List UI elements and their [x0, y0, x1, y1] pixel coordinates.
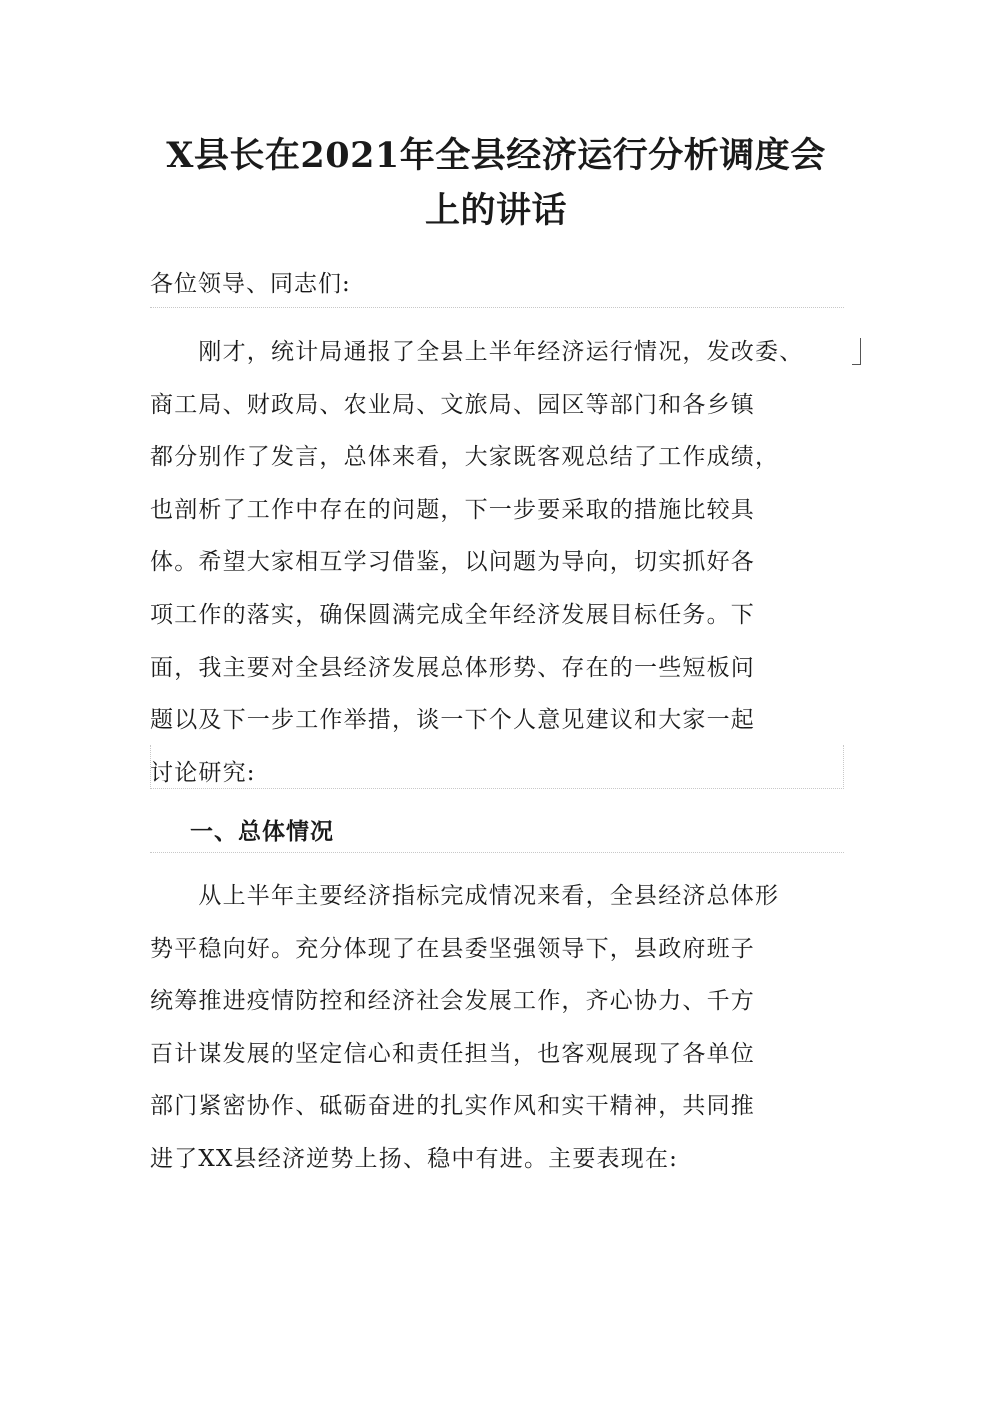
paragraph-line: 体。希望大家相互学习借鉴，以问题为导向，切实抓好各: [150, 549, 755, 576]
paragraph-line: 讨论研究:: [150, 759, 256, 786]
section-heading: 一、总体情况: [190, 819, 334, 845]
paragraph-line: 商工局、财政局、农业局、文旅局、园区等部门和各乡镇: [150, 391, 755, 418]
margin-corner-mark: [852, 338, 861, 365]
paragraph-line: 势平稳向好。充分体现了在县委坚强领导下，县政府班子: [150, 935, 755, 962]
text-boundary-guide: [150, 852, 844, 853]
paragraph-line: 部门紧密协作、砥砺奋进的扎实作风和实干精神，共同推: [150, 1093, 755, 1120]
paragraph-line: 从上半年主要经济指标完成情况来看，全县经济总体形: [150, 883, 780, 909]
paragraph-line: 刚才，统计局通报了全县上半年经济运行情况，发改委、: [150, 339, 804, 365]
paragraph-line: 百计谋发展的坚定信心和责任担当，也客观展现了各单位: [150, 1040, 755, 1067]
paragraph-line: 题以及下一步工作举措，谈一下个人意见建议和大家一起: [150, 707, 755, 734]
greeting-line: 各位领导、同志们:: [150, 271, 351, 297]
paragraph-line: 面，我主要对全县经济发展总体形势、存在的一些短板问: [150, 654, 755, 681]
paragraph-line: 进了XX县经济逆势上扬、稳中有进。主要表现在:: [150, 1145, 679, 1172]
paragraph-opening: [150, 326, 803, 799]
document-title: [120, 128, 872, 238]
text-boundary-guide: [843, 745, 844, 789]
text-boundary-guide: [150, 307, 844, 308]
paragraph-line: 项工作的落实，确保圆满完成全年经济发展目标任务。下: [150, 601, 755, 628]
paragraph-overall-situation: [150, 870, 779, 1186]
title-line-2: 上的讲话: [424, 190, 567, 231]
paragraph-line: 也剖析了工作中存在的问题，下一步要采取的措施比较具: [150, 496, 755, 523]
paragraph-line: 统筹推进疫情防控和经济社会发展工作，齐心协力、千方: [150, 988, 755, 1015]
title-line-1: X县长在2021年全县经济运行分析调度会: [166, 135, 826, 176]
paragraph-line: 都分别作了发言，总体来看，大家既客观总结了工作成绩，: [150, 444, 780, 471]
